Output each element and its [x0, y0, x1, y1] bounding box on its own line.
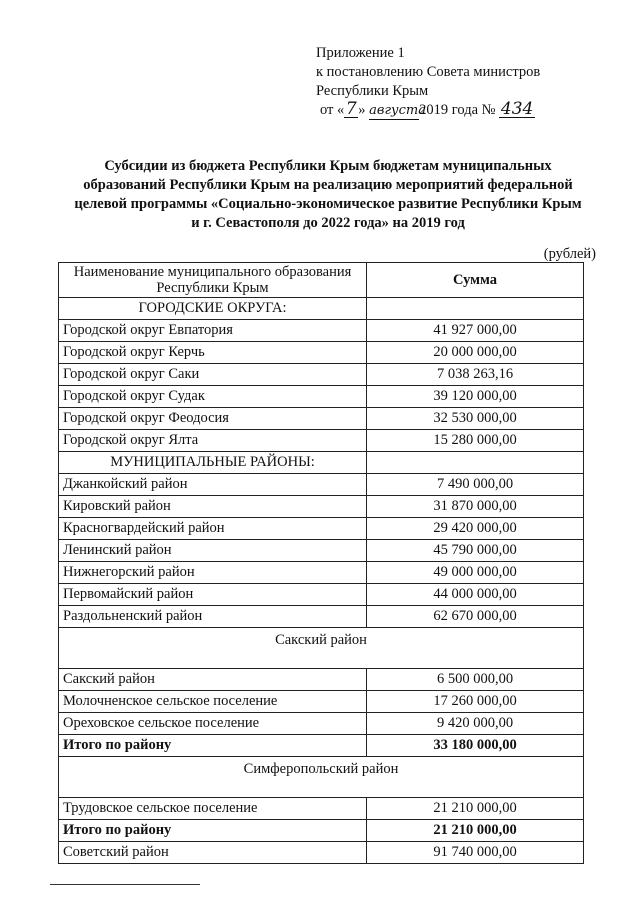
row-sum: 31 870 000,00: [367, 496, 584, 518]
header-name: Наименование муниципального образования Республики Крым: [59, 263, 367, 298]
row-name: Ореховское сельское поселение: [59, 713, 367, 735]
district-cell: [59, 757, 584, 798]
row-name: Сакский район: [59, 669, 367, 691]
row-sum: 62 670 000,00: [367, 606, 584, 628]
row-sum: 6 500 000,00: [367, 669, 584, 691]
annex-block: [316, 44, 540, 120]
row-sum: 15 280 000,00: [367, 430, 584, 452]
row-sum: 33 180 000,00: [367, 735, 584, 757]
empty-cell: [367, 452, 584, 474]
annex-line-3: Республики Крым: [316, 83, 429, 99]
row-name: Джанкойский район: [59, 474, 367, 496]
unit-label: (рублей): [543, 246, 596, 262]
row-name: Городской округ Феодосия: [59, 408, 367, 430]
table-row: [59, 430, 584, 452]
table-row: [59, 474, 584, 496]
row-sum: 91 740 000,00: [367, 842, 584, 864]
row-sum: 41 927 000,00: [367, 320, 584, 342]
row-name: Молочненское сельское поселение: [59, 691, 367, 713]
title-line-2: образований Республики Крым на реализацию мероприятий федеральной: [83, 177, 573, 193]
document-title: [58, 157, 598, 233]
row-sum: 7 490 000,00: [367, 474, 584, 496]
row-sum: 7 038 263,16: [367, 364, 584, 386]
empty-cell: [367, 298, 584, 320]
row-sum: 49 000 000,00: [367, 562, 584, 584]
row-name: Кировский район: [59, 496, 367, 518]
annex-line-1: Приложение 1: [316, 45, 405, 61]
row-sum: 29 420 000,00: [367, 518, 584, 540]
row-name: Городской округ Ялта: [59, 430, 367, 452]
row-sum: 20 000 000,00: [367, 342, 584, 364]
title-line-1: Субсидии из бюджета Республики Крым бюджетам муниципальных: [104, 158, 552, 174]
row-name: Итого по району: [59, 735, 367, 757]
subsidy-table: [58, 262, 584, 864]
section-row: [59, 452, 584, 474]
row-name: Городской округ Судак: [59, 386, 367, 408]
row-name: Городской округ Керчь: [59, 342, 367, 364]
row-name: Раздольненский район: [59, 606, 367, 628]
table-row: [59, 606, 584, 628]
table-row: [59, 691, 584, 713]
date-mid: »: [358, 102, 366, 118]
table-row: [59, 798, 584, 820]
footnote-rule: [50, 884, 200, 885]
row-sum: 44 000 000,00: [367, 584, 584, 606]
row-name: Красногвардейский район: [59, 518, 367, 540]
date-prefix: от «: [320, 102, 345, 118]
row-sum: 9 420 000,00: [367, 713, 584, 735]
title-line-3: целевой программы «Социально-экономическое развитие Республики Крым: [74, 196, 582, 212]
title-line-4: и г. Севастополя до 2022 года» на 2019 год: [191, 215, 465, 231]
header-sum: Сумма: [367, 263, 584, 298]
section-label: ГОРОДСКИЕ ОКРУГА:: [59, 298, 367, 320]
table-row: [59, 562, 584, 584]
row-name: Советский район: [59, 842, 367, 864]
table-row: [59, 584, 584, 606]
row-sum: 17 260 000,00: [367, 691, 584, 713]
table-row: [59, 496, 584, 518]
table-row: [59, 342, 584, 364]
handwritten-day: 7: [345, 99, 357, 119]
table-row: [59, 713, 584, 735]
row-sum: 21 210 000,00: [367, 820, 584, 842]
row-name: Трудовское сельское поселение: [59, 798, 367, 820]
row-name: Городской округ Евпатория: [59, 320, 367, 342]
table-row: [59, 320, 584, 342]
total-row: [59, 735, 584, 757]
row-name: Нижнегорский район: [59, 562, 367, 584]
row-name: Итого по району: [59, 820, 367, 842]
district-row: [59, 757, 584, 798]
handwritten-month: августа: [369, 103, 426, 118]
district-cell: [59, 628, 584, 669]
row-name: Первомайский район: [59, 584, 367, 606]
date-year: 2019 года №: [419, 102, 496, 118]
table-row: [59, 669, 584, 691]
table-row: [59, 386, 584, 408]
table-row: [59, 518, 584, 540]
row-sum: 45 790 000,00: [367, 540, 584, 562]
row-sum: 21 210 000,00: [367, 798, 584, 820]
table-row: [59, 540, 584, 562]
row-sum: 32 530 000,00: [367, 408, 584, 430]
total-row: [59, 820, 584, 842]
annex-date-line: [320, 101, 540, 120]
district-label: Сакский район: [275, 631, 367, 648]
table-row: [59, 364, 584, 386]
district-label: Симферопольский район: [243, 760, 399, 777]
row-sum: 39 120 000,00: [367, 386, 584, 408]
section-label: МУНИЦИПАЛЬНЫЕ РАЙОНЫ:: [59, 452, 367, 474]
table-row: [59, 842, 584, 864]
table-row: [59, 408, 584, 430]
handwritten-number: 434: [500, 99, 534, 119]
annex-line-2: к постановлению Совета министров: [316, 64, 541, 80]
section-row: [59, 298, 584, 320]
row-name: Городской округ Саки: [59, 364, 367, 386]
district-row: [59, 628, 584, 669]
table-header-row: [59, 263, 584, 298]
row-name: Ленинский район: [59, 540, 367, 562]
